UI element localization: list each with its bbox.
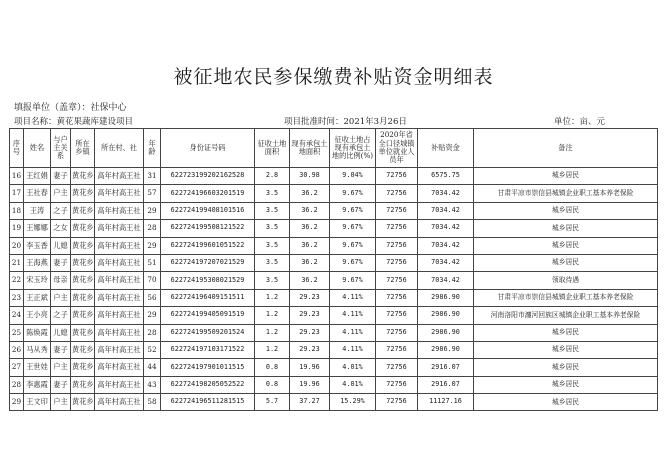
table-row	[10, 359, 658, 376]
person-name: 王小亮	[24, 307, 51, 324]
township: 黄花乡	[71, 341, 95, 358]
person-name: 王娜娜	[24, 220, 51, 237]
age: 57	[144, 185, 161, 202]
land-ratio: 4.11%	[330, 307, 376, 324]
row-number: 22	[10, 272, 24, 289]
avg-wage: 72756	[376, 272, 418, 289]
township: 黄花乡	[71, 237, 95, 254]
land-owned: 36.2	[290, 202, 330, 219]
village: 高年村高王社	[95, 376, 144, 393]
land-owned: 19.96	[290, 376, 330, 393]
land-taken: 3.5	[255, 237, 290, 254]
table-row	[10, 341, 658, 358]
age: 29	[144, 237, 161, 254]
row-number: 24	[10, 307, 24, 324]
table-row	[10, 376, 658, 393]
village: 高年村高王社	[95, 168, 144, 185]
remark: 甘肃平凉市崇信县城镇企业职工基本养老保险	[474, 289, 658, 306]
subsidy-amount: 7034.42	[418, 272, 474, 289]
township: 黄花乡	[71, 376, 95, 393]
land-owned: 19.96	[290, 359, 330, 376]
village: 高年村高王社	[95, 254, 144, 271]
person-name: 李玉香	[24, 237, 51, 254]
subsidy-amount: 7034.42	[418, 220, 474, 237]
remark: 城乡居民	[474, 220, 658, 237]
project-name: 项目名称：黄花果蔬库建设项目	[14, 117, 134, 127]
land-owned: 29.23	[290, 307, 330, 324]
village: 高年村高王社	[95, 272, 144, 289]
subsidy-amount: 11127.16	[418, 394, 474, 411]
person-name: 王文印	[24, 394, 51, 411]
row-number: 20	[10, 237, 24, 254]
land-owned: 36.2	[290, 237, 330, 254]
table-row	[10, 185, 658, 202]
avg-wage: 72756	[376, 359, 418, 376]
table-row	[10, 254, 658, 271]
row-number: 27	[10, 359, 24, 376]
village: 高年村高王社	[95, 289, 144, 306]
header-cell: 备注	[474, 129, 658, 168]
village: 高年村高王社	[95, 220, 144, 237]
fill-unit: 填报单位（盖章）：社保中心	[14, 103, 127, 113]
relation: 之子	[51, 202, 71, 219]
header-cell: 序号	[10, 129, 24, 168]
township: 黄花乡	[71, 168, 95, 185]
approval-time: 项目批准时间：2021年3月26日	[284, 117, 407, 127]
table-row	[10, 394, 658, 411]
id-number: 622724199408101516	[161, 202, 255, 219]
id-number: 622724196409151511	[161, 289, 255, 306]
header-cell: 与户主关系	[51, 129, 71, 168]
remark: 城乡居民	[474, 394, 658, 411]
header-cell: 补贴资金	[418, 129, 474, 168]
township: 黄花乡	[71, 289, 95, 306]
avg-wage: 72756	[376, 394, 418, 411]
relation: 妻子	[51, 341, 71, 358]
land-taken: 3.5	[255, 185, 290, 202]
land-taken: 3.5	[255, 272, 290, 289]
relation: 户主	[51, 394, 71, 411]
id-number: 622724199601051522	[161, 237, 255, 254]
header-cell: 姓名	[24, 129, 51, 168]
relation: 妻子	[51, 254, 71, 271]
header-cell: 征收土地占现有承包土地的比例(%)	[330, 129, 376, 168]
land-taken: 3.5	[255, 254, 290, 271]
id-number: 622724198205052522	[161, 376, 255, 393]
row-number: 17	[10, 185, 24, 202]
land-owned: 29.23	[290, 289, 330, 306]
age: 58	[144, 394, 161, 411]
land-ratio: 9.67%	[330, 202, 376, 219]
land-taken: 0.8	[255, 376, 290, 393]
township: 黄花乡	[71, 272, 95, 289]
land-owned: 30.98	[290, 168, 330, 185]
remark: 城乡居民	[474, 237, 658, 254]
relation: 之女	[51, 220, 71, 237]
avg-wage: 72756	[376, 168, 418, 185]
header-cell: 2020年省全口径城镇单位就业人员年	[376, 129, 418, 168]
person-name: 王正斌	[24, 289, 51, 306]
row-number: 18	[10, 202, 24, 219]
relation: 母亲	[51, 272, 71, 289]
subsidy-amount: 2986.90	[418, 307, 474, 324]
subsidy-amount: 2986.90	[418, 324, 474, 341]
person-name: 王红娟	[24, 168, 51, 185]
land-taken: 3.5	[255, 220, 290, 237]
avg-wage: 72756	[376, 324, 418, 341]
remark: 河南洛阳市瀍河回族区城镇企业职工基本养老保险	[474, 307, 658, 324]
village: 高年村高王社	[95, 202, 144, 219]
land-ratio: 9.04%	[330, 168, 376, 185]
remark: 城乡居民	[474, 168, 658, 185]
row-number: 16	[10, 168, 24, 185]
township: 黄花乡	[71, 185, 95, 202]
township: 黄花乡	[71, 254, 95, 271]
land-taken: 3.5	[255, 202, 290, 219]
relation: 妻子	[51, 168, 71, 185]
age: 56	[144, 289, 161, 306]
subsidy-amount: 7034.42	[418, 202, 474, 219]
land-owned: 36.2	[290, 254, 330, 271]
subsidy-amount: 2916.07	[418, 359, 474, 376]
relation: 儿媳	[51, 324, 71, 341]
village: 高年村高王社	[95, 394, 144, 411]
land-owned: 29.23	[290, 324, 330, 341]
township: 黄花乡	[71, 202, 95, 219]
relation: 妻子	[51, 376, 71, 393]
land-taken: 5.7	[255, 394, 290, 411]
age: 70	[144, 272, 161, 289]
header-cell: 现有承包土地面积	[290, 129, 330, 168]
relation: 之子	[51, 307, 71, 324]
avg-wage: 72756	[376, 220, 418, 237]
row-number: 28	[10, 376, 24, 393]
remark: 城乡居民	[474, 202, 658, 219]
land-owned: 36.2	[290, 272, 330, 289]
header-cell: 所在乡镇	[71, 129, 95, 168]
township: 黄花乡	[71, 324, 95, 341]
table-row	[10, 307, 658, 324]
table-row	[10, 168, 658, 185]
id-number: 622724196511281515	[161, 394, 255, 411]
village: 高年村高王社	[95, 237, 144, 254]
table-row	[10, 220, 658, 237]
subsidy-amount: 2916.07	[418, 376, 474, 393]
village: 高年村高王社	[95, 324, 144, 341]
subsidy-amount: 7034.42	[418, 185, 474, 202]
table-row	[10, 289, 658, 306]
land-ratio: 9.67%	[330, 185, 376, 202]
person-name: 王世娃	[24, 359, 51, 376]
subsidy-amount: 2986.90	[418, 289, 474, 306]
table-header-row	[10, 129, 658, 168]
land-taken: 1.2	[255, 307, 290, 324]
relation: 户主	[51, 185, 71, 202]
row-number: 29	[10, 394, 24, 411]
id-number: 622724197103171522	[161, 341, 255, 358]
land-ratio: 4.11%	[330, 341, 376, 358]
land-taken: 1.2	[255, 324, 290, 341]
township: 黄花乡	[71, 394, 95, 411]
id-number: 622723199202162528	[161, 168, 255, 185]
age: 29	[144, 202, 161, 219]
page-title: 被征地农民参保缴费补贴资金明细表	[173, 66, 494, 88]
avg-wage: 72756	[376, 289, 418, 306]
id-number: 622724196603201519	[161, 185, 255, 202]
row-number: 19	[10, 220, 24, 237]
subsidy-amount: 7034.42	[418, 254, 474, 271]
land-ratio: 4.11%	[330, 324, 376, 341]
land-ratio: 15.29%	[330, 394, 376, 411]
village: 高年村高王社	[95, 307, 144, 324]
table-row	[10, 324, 658, 341]
id-number: 622724199508121522	[161, 220, 255, 237]
header-cell: 年龄	[144, 129, 161, 168]
row-number: 25	[10, 324, 24, 341]
land-taken: 1.2	[255, 289, 290, 306]
avg-wage: 72756	[376, 185, 418, 202]
land-owned: 37.27	[290, 394, 330, 411]
land-owned: 36.2	[290, 185, 330, 202]
land-ratio: 4.11%	[330, 289, 376, 306]
land-owned: 36.2	[290, 220, 330, 237]
table-row	[10, 202, 658, 219]
remark: 甘肃平凉市崇信县城镇企业职工基本养老保险	[474, 185, 658, 202]
avg-wage: 72756	[376, 376, 418, 393]
remark: 领取待遇	[474, 272, 658, 289]
village: 高年村高王社	[95, 359, 144, 376]
relation: 户主	[51, 359, 71, 376]
avg-wage: 72756	[376, 307, 418, 324]
land-taken: 1.2	[255, 341, 290, 358]
land-taken: 2.8	[255, 168, 290, 185]
id-number: 622724199405091519	[161, 307, 255, 324]
township: 黄花乡	[71, 307, 95, 324]
avg-wage: 72756	[376, 254, 418, 271]
id-number: 622724195308021529	[161, 272, 255, 289]
land-ratio: 9.67%	[330, 272, 376, 289]
land-taken: 0.8	[255, 359, 290, 376]
remark: 城乡居民	[474, 254, 658, 271]
person-name: 王涛	[24, 202, 51, 219]
id-number: 622724197901011515	[161, 359, 255, 376]
header-cell: 所在村、社	[95, 129, 144, 168]
land-ratio: 9.67%	[330, 220, 376, 237]
row-number: 21	[10, 254, 24, 271]
id-number: 622724199509201524	[161, 324, 255, 341]
subsidy-amount: 6575.75	[418, 168, 474, 185]
land-ratio: 4.01%	[330, 359, 376, 376]
relation: 儿媳	[51, 237, 71, 254]
age: 31	[144, 168, 161, 185]
village: 高年村高王社	[95, 341, 144, 358]
id-number: 622724197207021529	[161, 254, 255, 271]
age: 28	[144, 324, 161, 341]
age: 28	[144, 220, 161, 237]
land-ratio: 9.67%	[330, 254, 376, 271]
land-ratio: 4.01%	[330, 376, 376, 393]
person-name: 王社春	[24, 185, 51, 202]
row-number: 23	[10, 289, 24, 306]
land-owned: 29.23	[290, 341, 330, 358]
person-name: 马从秀	[24, 341, 51, 358]
village: 高年村高王社	[95, 185, 144, 202]
remark: 城乡居民	[474, 376, 658, 393]
avg-wage: 72756	[376, 202, 418, 219]
person-name: 陈焕霞	[24, 324, 51, 341]
land-ratio: 9.67%	[330, 237, 376, 254]
age: 44	[144, 359, 161, 376]
header-cell: 身份证号码	[161, 129, 255, 168]
subsidy-table	[9, 128, 658, 411]
table-row	[10, 237, 658, 254]
unit-label: 单位：亩、元	[554, 117, 606, 127]
age: 52	[144, 341, 161, 358]
township: 黄花乡	[71, 220, 95, 237]
person-name: 宋玉玲	[24, 272, 51, 289]
table-row	[10, 272, 658, 289]
row-number: 26	[10, 341, 24, 358]
header-cell: 征收土地面积	[255, 129, 290, 168]
age: 43	[144, 376, 161, 393]
project-meta	[14, 115, 654, 127]
relation: 户主	[51, 289, 71, 306]
avg-wage: 72756	[376, 341, 418, 358]
subsidy-amount: 2986.90	[418, 341, 474, 358]
person-name: 李惠霞	[24, 376, 51, 393]
subsidy-amount: 7034.42	[418, 237, 474, 254]
person-name: 王海燕	[24, 254, 51, 271]
remark: 城乡居民	[474, 324, 658, 341]
age: 29	[144, 307, 161, 324]
age: 51	[144, 254, 161, 271]
avg-wage: 72756	[376, 237, 418, 254]
remark: 城乡居民	[474, 341, 658, 358]
remark: 城乡居民	[474, 359, 658, 376]
township: 黄花乡	[71, 359, 95, 376]
